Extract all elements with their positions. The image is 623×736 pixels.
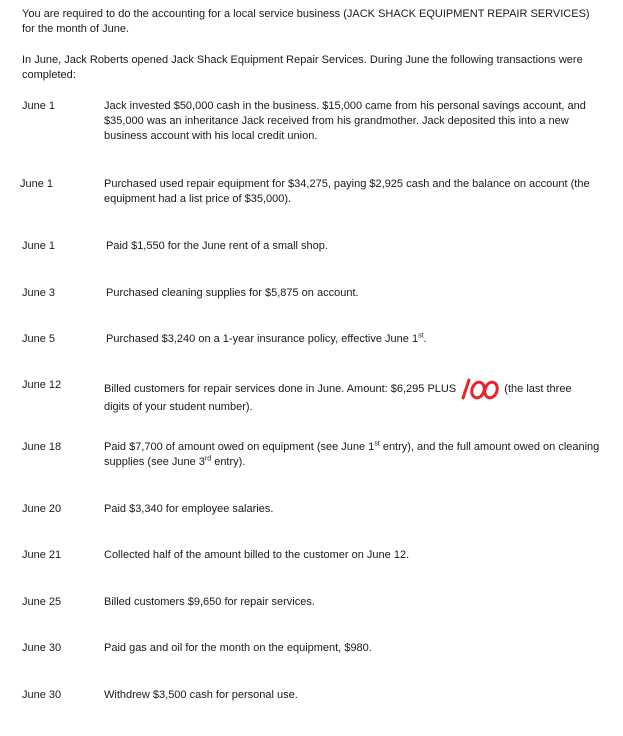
transaction-description: Jack invested $50,000 cash in the business. $15,000 came from his personal savings account, and $35,000 was an inheritance Jack received from his grandmother. Jack deposited this into a new business account with his local credit union.: [104, 100, 586, 142]
transaction-description: Collected half of the amount billed to the customer on June 12.: [104, 549, 410, 561]
transaction-date: June 1: [22, 100, 56, 112]
transaction-date: June 30: [22, 689, 62, 701]
transaction-date: June 25: [22, 596, 62, 608]
transaction-date: June 1: [22, 240, 56, 252]
transaction-date: June 3: [22, 287, 56, 299]
transaction-description: Purchased cleaning supplies for $5,875 on account.: [106, 287, 359, 299]
transaction-description: Paid gas and oil for the month on the equipment, $980.: [104, 642, 372, 654]
transaction-date: June 30: [22, 642, 62, 654]
transaction-date: June 12: [22, 379, 62, 391]
transaction-description: Withdrew $3,500 cash for personal use.: [104, 689, 298, 701]
intro-paragraph-1: You are required to do the accounting for a local service business (JACK SHACK EQUIPMENT REPAIR SERVICES) for the month of June.: [22, 8, 590, 35]
transaction-date: June 21: [22, 549, 62, 561]
transaction-date: June 5: [22, 333, 56, 345]
transaction-date: June 1: [20, 178, 54, 190]
transaction-description: Purchased $3,240 on a 1-year insurance policy, effective June 1st.: [106, 332, 427, 345]
transaction-description: Billed customers for repair services done in June. Amount: $6,295 PLUS (the last three digits of your student number).: [104, 378, 600, 415]
transaction-description: Paid $3,340 for employee salaries.: [104, 503, 274, 515]
transaction-description: Paid $7,700 of amount owed on equipment (see June 1st entry), and the full amount owed on cleaning supplies (see June 3rd entry).: [104, 440, 600, 468]
transaction-date: June 18: [22, 441, 62, 453]
transaction-description: Purchased used repair equipment for $34,275, paying $2,925 cash and the balance on account (the equipment had a list price of $35,000).: [104, 178, 590, 205]
transaction-date: June 20: [22, 503, 62, 515]
transaction-description: Billed customers $9,650 for repair services.: [104, 596, 315, 608]
handwritten-student-number: [460, 378, 500, 400]
transaction-description: Paid $1,550 for the June rent of a small shop.: [106, 240, 328, 252]
intro-paragraph-2: In June, Jack Roberts opened Jack Shack Equipment Repair Services. During June the following transactions were completed:: [22, 54, 583, 81]
